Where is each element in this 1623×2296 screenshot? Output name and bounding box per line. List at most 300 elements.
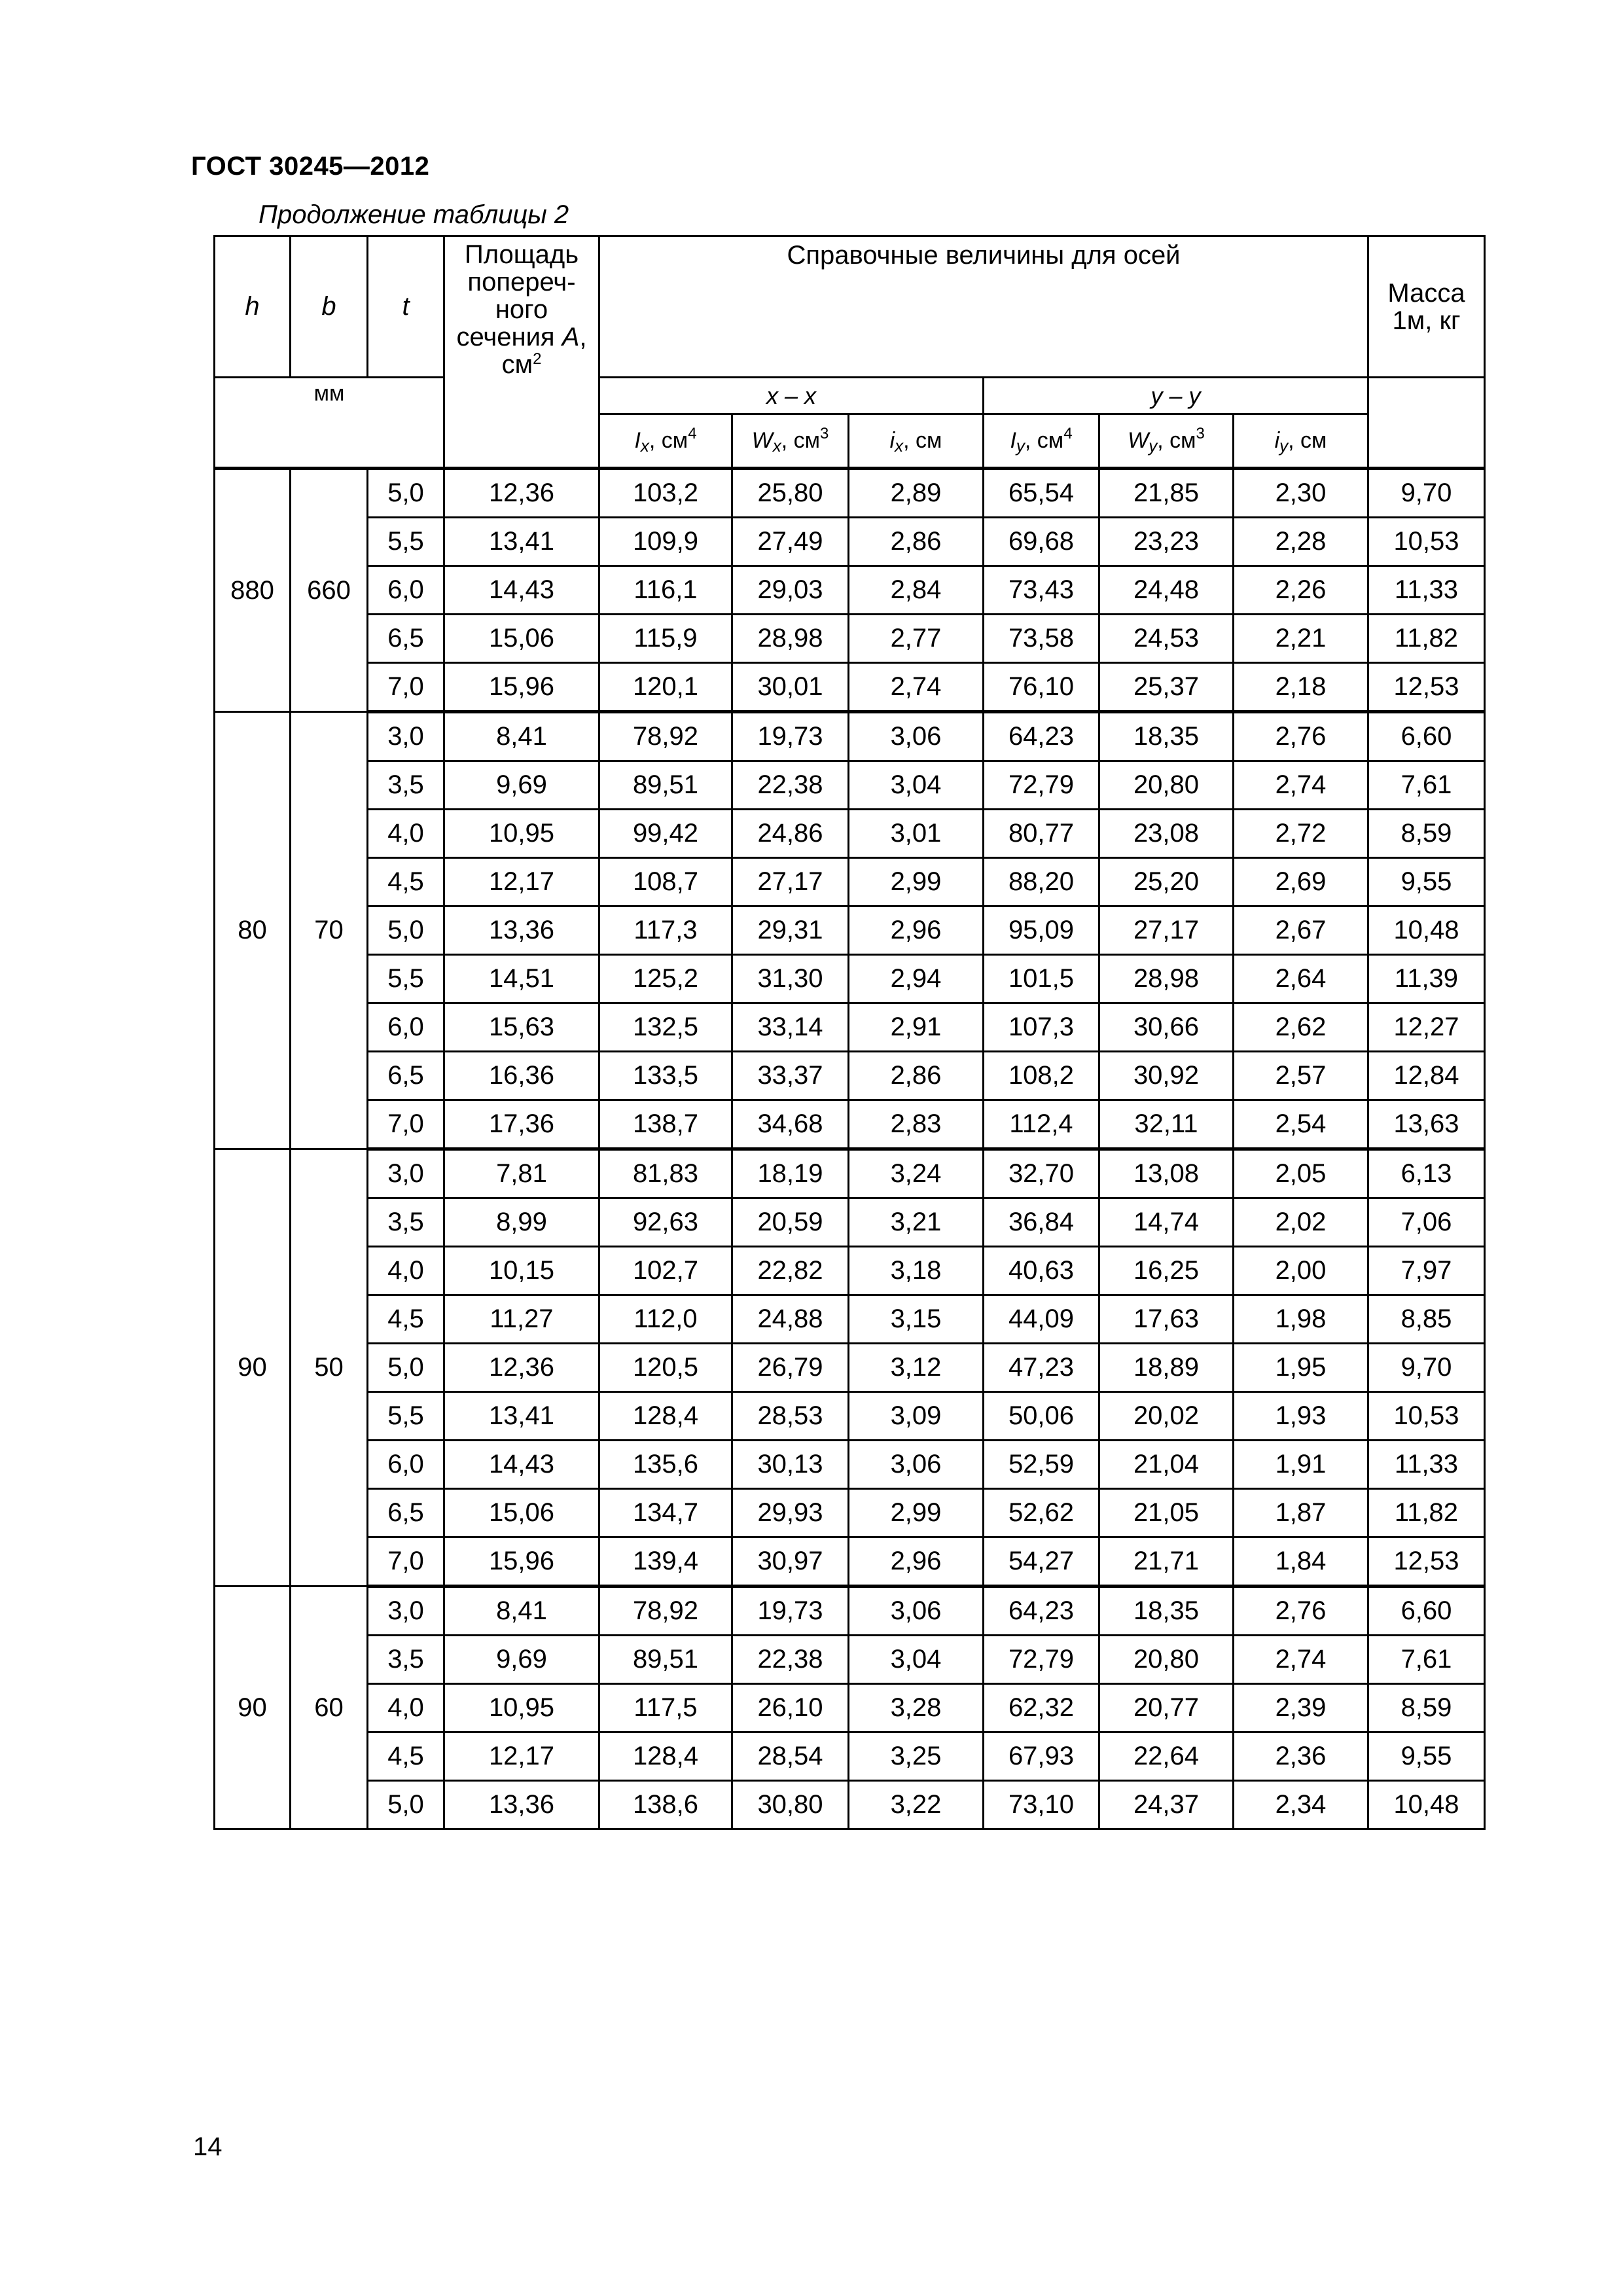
ix-moment-value: 138,7 [599, 1100, 732, 1149]
t-value: 4,5 [368, 1295, 444, 1344]
t-value: 5,0 [368, 906, 444, 955]
iy-moment-value: 101,5 [984, 955, 1099, 1003]
mass-value: 7,06 [1368, 1198, 1485, 1247]
area-value: 8,99 [444, 1198, 599, 1247]
mass-value: 11,33 [1368, 1441, 1485, 1489]
iy-moment-value: 73,58 [984, 615, 1099, 663]
group-h-value: 80 [215, 712, 291, 1149]
ix-radius-value: 3,04 [849, 1636, 984, 1684]
wx-value: 29,93 [732, 1489, 849, 1537]
axis-y-header: y – y [984, 378, 1368, 414]
ix-moment-value: 78,92 [599, 712, 732, 761]
table-row [215, 1149, 1485, 1198]
t-value: 7,0 [368, 1100, 444, 1149]
t-value: 4,5 [368, 858, 444, 906]
iy-moment-value: 112,4 [984, 1100, 1099, 1149]
t-value: 7,0 [368, 663, 444, 712]
wx-value: 22,38 [732, 761, 849, 810]
ix-radius-value: 3,18 [849, 1247, 984, 1295]
col-iy-moment-header: $I_y$, $см^4$ [984, 414, 1099, 469]
iy-radius-value: 2,74 [1234, 761, 1368, 810]
area-unit: см [501, 350, 533, 379]
wx-value: 20,59 [732, 1198, 849, 1247]
mass-value: 11,82 [1368, 615, 1485, 663]
iy-radius-value: 2,72 [1234, 810, 1368, 858]
mass-line-1: Масса [1387, 278, 1465, 308]
iy-radius-value: 1,95 [1234, 1344, 1368, 1392]
wx-value: 24,88 [732, 1295, 849, 1344]
iy-radius-value: 2,54 [1234, 1100, 1368, 1149]
mass-value: 7,61 [1368, 761, 1485, 810]
wy-value: 30,92 [1099, 1052, 1234, 1100]
ix-moment-value: 117,3 [599, 906, 732, 955]
group-h-value: 880 [215, 469, 291, 712]
wy-value: 22,64 [1099, 1732, 1234, 1781]
col-wy-header: $W_y$, $см^3$ [1099, 414, 1234, 469]
area-value: 14,43 [444, 1441, 599, 1489]
iy-moment-value: 47,23 [984, 1344, 1099, 1392]
ix-radius-value: 2,84 [849, 566, 984, 615]
wx-value: 33,14 [732, 1003, 849, 1052]
col-h-header: h [215, 236, 291, 378]
area-value: 12,36 [444, 469, 599, 518]
iy-radius-value: 2,18 [1234, 663, 1368, 712]
iy-radius-value: 2,39 [1234, 1684, 1368, 1732]
area-value: 15,96 [444, 663, 599, 712]
iy-moment-value: 107,3 [984, 1003, 1099, 1052]
wy-value: 18,35 [1099, 712, 1234, 761]
wx-value: 30,97 [732, 1537, 849, 1587]
mass-value: 7,61 [1368, 1636, 1485, 1684]
ix-radius-value: 3,12 [849, 1344, 984, 1392]
iy-moment-value: 62,32 [984, 1684, 1099, 1732]
mass-value: 10,53 [1368, 518, 1485, 566]
t-value: 5,5 [368, 518, 444, 566]
iy-radius-value: 1,93 [1234, 1392, 1368, 1441]
table-row [215, 712, 1485, 761]
ix-moment-value: 138,6 [599, 1781, 732, 1829]
area-value: 12,36 [444, 1344, 599, 1392]
ix-radius-value: 2,96 [849, 906, 984, 955]
iy-moment-value: 64,23 [984, 1587, 1099, 1636]
iy-moment-value: 69,68 [984, 518, 1099, 566]
ix-moment-value: 108,7 [599, 858, 732, 906]
ix-radius-value: 3,21 [849, 1198, 984, 1247]
col-t-header: t [368, 236, 444, 378]
wx-value: 34,68 [732, 1100, 849, 1149]
ix-moment-value: 116,1 [599, 566, 732, 615]
table-row [215, 1100, 1485, 1149]
wx-value: 30,80 [732, 1781, 849, 1829]
iy-radius-value: 2,28 [1234, 518, 1368, 566]
table-row [215, 1392, 1485, 1441]
mass-value: 10,48 [1368, 906, 1485, 955]
iy-moment-value: 67,93 [984, 1732, 1099, 1781]
area-value: 15,06 [444, 1489, 599, 1537]
area-line-3: ного [495, 295, 548, 324]
ix-radius-value: 3,06 [849, 1587, 984, 1636]
mass-value: 8,85 [1368, 1295, 1485, 1344]
ix-moment-value: 102,7 [599, 1247, 732, 1295]
ix-moment-value: 134,7 [599, 1489, 732, 1537]
mass-value: 11,33 [1368, 566, 1485, 615]
t-value: 3,0 [368, 712, 444, 761]
iy-radius-value: 2,62 [1234, 1003, 1368, 1052]
area-value: 13,36 [444, 1781, 599, 1829]
table-row [215, 663, 1485, 712]
wx-value: 28,53 [732, 1392, 849, 1441]
iy-radius-value: 1,87 [1234, 1489, 1368, 1537]
table-row [215, 810, 1485, 858]
wx-value: 19,73 [732, 712, 849, 761]
ix-moment-value: 109,9 [599, 518, 732, 566]
iy-moment-value: 95,09 [984, 906, 1099, 955]
ix-radius-value: 2,91 [849, 1003, 984, 1052]
iy-moment-value: 44,09 [984, 1295, 1099, 1344]
ix-radius-value: 3,01 [849, 810, 984, 858]
wy-value: 27,17 [1099, 906, 1234, 955]
table-caption: Продолжение таблицы 2 [259, 200, 569, 229]
ix-radius-value: 2,86 [849, 518, 984, 566]
mass-value: 13,63 [1368, 1100, 1485, 1149]
area-value: 8,41 [444, 712, 599, 761]
table-row [215, 1781, 1485, 1829]
wx-value: 28,54 [732, 1732, 849, 1781]
iy-radius-value: 2,21 [1234, 615, 1368, 663]
area-value: 11,27 [444, 1295, 599, 1344]
ix-moment-value: 81,83 [599, 1149, 732, 1198]
area-value: 15,96 [444, 1537, 599, 1587]
wx-value: 22,38 [732, 1636, 849, 1684]
t-value: 5,5 [368, 955, 444, 1003]
wx-value: 27,49 [732, 518, 849, 566]
ix-radius-value: 3,06 [849, 712, 984, 761]
col-iy-radius-header: $i_y$, см [1234, 414, 1368, 469]
col-ix-radius-header: $i_x$, см [849, 414, 984, 469]
mass-value: 12,53 [1368, 663, 1485, 712]
table-row [215, 858, 1485, 906]
iy-radius-value: 2,00 [1234, 1247, 1368, 1295]
ix-moment-value: 99,42 [599, 810, 732, 858]
ix-radius-value: 3,22 [849, 1781, 984, 1829]
group-b-value: 660 [291, 469, 368, 712]
area-value: 14,51 [444, 955, 599, 1003]
ix-radius-value: 2,77 [849, 615, 984, 663]
iy-moment-value: 76,10 [984, 663, 1099, 712]
table-row [215, 1636, 1485, 1684]
ix-radius-value: 2,89 [849, 469, 984, 518]
t-value: 4,0 [368, 1684, 444, 1732]
group-h-value: 90 [215, 1587, 291, 1829]
col-ix-moment-header: $I_x$, $см^4$ [599, 414, 732, 469]
wy-value: 20,80 [1099, 761, 1234, 810]
area-value: 15,06 [444, 615, 599, 663]
iy-radius-value: 2,34 [1234, 1781, 1368, 1829]
ix-moment-value: 103,2 [599, 469, 732, 518]
mass-line-2: 1м, кг [1392, 306, 1461, 335]
ref-values-header: Справочные величины для осей [599, 236, 1368, 378]
wy-value: 21,85 [1099, 469, 1234, 518]
wx-value: 27,17 [732, 858, 849, 906]
iy-moment-value: 73,10 [984, 1781, 1099, 1829]
document-header: ГОСТ 30245—2012 [191, 152, 430, 181]
wy-value: 21,71 [1099, 1537, 1234, 1587]
mass-value: 8,59 [1368, 810, 1485, 858]
wx-value: 30,13 [732, 1441, 849, 1489]
area-line-2: попереч- [467, 268, 576, 296]
ix-radius-value: 3,04 [849, 761, 984, 810]
t-value: 6,5 [368, 1052, 444, 1100]
ix-radius-value: 3,15 [849, 1295, 984, 1344]
area-symbol: А [562, 323, 580, 351]
mass-value: 12,53 [1368, 1537, 1485, 1587]
iy-radius-value: 2,05 [1234, 1149, 1368, 1198]
wy-value: 32,11 [1099, 1100, 1234, 1149]
ix-moment-value: 120,1 [599, 663, 732, 712]
ix-radius-value: 3,28 [849, 1684, 984, 1732]
iy-radius-value: 2,26 [1234, 566, 1368, 615]
iy-moment-value: 72,79 [984, 761, 1099, 810]
ix-radius-value: 2,74 [849, 663, 984, 712]
ix-radius-value: 3,24 [849, 1149, 984, 1198]
ix-radius-value: 3,09 [849, 1392, 984, 1441]
ix-radius-value: 3,25 [849, 1732, 984, 1781]
table-row [215, 1295, 1485, 1344]
table-row [215, 1441, 1485, 1489]
area-unit-exp: 2 [533, 350, 542, 368]
t-value: 5,5 [368, 1392, 444, 1441]
wx-value: 33,37 [732, 1052, 849, 1100]
mass-value: 11,39 [1368, 955, 1485, 1003]
table-row [215, 1587, 1485, 1636]
area-value: 10,95 [444, 810, 599, 858]
area-value: 9,69 [444, 1636, 599, 1684]
table-body [215, 469, 1485, 1829]
mass-value: 6,60 [1368, 712, 1485, 761]
group-b-value: 70 [291, 712, 368, 1149]
ix-moment-value: 89,51 [599, 761, 732, 810]
iy-radius-value: 1,98 [1234, 1295, 1368, 1344]
area-value: 10,15 [444, 1247, 599, 1295]
mass-value: 12,84 [1368, 1052, 1485, 1100]
iy-moment-value: 52,62 [984, 1489, 1099, 1537]
group-h-value: 90 [215, 1149, 291, 1587]
t-value: 5,0 [368, 1781, 444, 1829]
table-row [215, 1052, 1485, 1100]
t-value: 6,5 [368, 615, 444, 663]
ix-moment-value: 133,5 [599, 1052, 732, 1100]
wy-value: 30,66 [1099, 1003, 1234, 1052]
mass-value: 6,13 [1368, 1149, 1485, 1198]
t-value: 5,0 [368, 469, 444, 518]
mass-value: 12,27 [1368, 1003, 1485, 1052]
area-line-4: сечения [456, 323, 555, 351]
wy-value: 13,08 [1099, 1149, 1234, 1198]
iy-radius-value: 2,36 [1234, 1732, 1368, 1781]
wy-value: 18,89 [1099, 1344, 1234, 1392]
t-value: 3,5 [368, 1636, 444, 1684]
iy-radius-value: 2,64 [1234, 955, 1368, 1003]
ix-moment-value: 112,0 [599, 1295, 732, 1344]
wy-value: 20,80 [1099, 1636, 1234, 1684]
t-value: 3,5 [368, 1198, 444, 1247]
wy-value: 17,63 [1099, 1295, 1234, 1344]
iy-moment-value: 32,70 [984, 1149, 1099, 1198]
mass-value: 9,55 [1368, 1732, 1485, 1781]
ix-moment-value: 128,4 [599, 1732, 732, 1781]
area-value: 13,41 [444, 1392, 599, 1441]
wy-value: 21,05 [1099, 1489, 1234, 1537]
mass-value: 7,97 [1368, 1247, 1485, 1295]
ix-moment-value: 117,5 [599, 1684, 732, 1732]
wy-value: 24,48 [1099, 566, 1234, 615]
table-row [215, 1732, 1485, 1781]
ix-moment-value: 78,92 [599, 1587, 732, 1636]
units-header: мм [215, 378, 444, 469]
wy-value: 24,37 [1099, 1781, 1234, 1829]
iy-moment-value: 88,20 [984, 858, 1099, 906]
iy-moment-value: 52,59 [984, 1441, 1099, 1489]
area-value: 13,41 [444, 518, 599, 566]
ix-radius-value: 2,86 [849, 1052, 984, 1100]
wy-value: 25,37 [1099, 663, 1234, 712]
wx-value: 26,10 [732, 1684, 849, 1732]
wx-value: 19,73 [732, 1587, 849, 1636]
area-value: 8,41 [444, 1587, 599, 1636]
iy-moment-value: 72,79 [984, 1636, 1099, 1684]
wy-value: 16,25 [1099, 1247, 1234, 1295]
ix-radius-value: 2,96 [849, 1537, 984, 1587]
ix-moment-value: 132,5 [599, 1003, 732, 1052]
iy-radius-value: 1,84 [1234, 1537, 1368, 1587]
axis-x-header: x – x [599, 378, 984, 414]
t-value: 6,5 [368, 1489, 444, 1537]
wx-value: 24,86 [732, 810, 849, 858]
t-value: 6,0 [368, 1441, 444, 1489]
wx-value: 30,01 [732, 663, 849, 712]
ix-radius-value: 2,99 [849, 1489, 984, 1537]
group-b-value: 60 [291, 1587, 368, 1829]
area-value: 13,36 [444, 906, 599, 955]
page-number: 14 [193, 2132, 223, 2161]
iy-moment-value: 73,43 [984, 566, 1099, 615]
wx-value: 29,31 [732, 906, 849, 955]
table-row [215, 761, 1485, 810]
wx-value: 28,98 [732, 615, 849, 663]
ix-moment-value: 125,2 [599, 955, 732, 1003]
mass-value: 6,60 [1368, 1587, 1485, 1636]
col-area-header: Площадь попереч- ного сечения А, $см^2$ [444, 236, 599, 469]
wy-value: 23,23 [1099, 518, 1234, 566]
mass-value: 10,48 [1368, 1781, 1485, 1829]
table-row [215, 1247, 1485, 1295]
iy-moment-value: 54,27 [984, 1537, 1099, 1587]
ix-moment-value: 139,4 [599, 1537, 732, 1587]
area-value: 9,69 [444, 761, 599, 810]
ix-moment-value: 128,4 [599, 1392, 732, 1441]
iy-radius-value: 2,57 [1234, 1052, 1368, 1100]
wy-value: 23,08 [1099, 810, 1234, 858]
ix-moment-value: 120,5 [599, 1344, 732, 1392]
area-value: 14,43 [444, 566, 599, 615]
iy-radius-value: 2,67 [1234, 906, 1368, 955]
area-value: 12,17 [444, 1732, 599, 1781]
col-b-header: b [291, 236, 368, 378]
col-wx-header: $W_x$, $см^3$ [732, 414, 849, 469]
iy-radius-value: 1,91 [1234, 1441, 1368, 1489]
t-value: 6,0 [368, 1003, 444, 1052]
mass-value: 9,70 [1368, 469, 1485, 518]
iy-moment-value: 65,54 [984, 469, 1099, 518]
area-value: 16,36 [444, 1052, 599, 1100]
mass-value: 10,53 [1368, 1392, 1485, 1441]
wy-value: 21,04 [1099, 1441, 1234, 1489]
t-value: 4,0 [368, 1247, 444, 1295]
wy-value: 14,74 [1099, 1198, 1234, 1247]
wx-value: 18,19 [732, 1149, 849, 1198]
t-value: 3,0 [368, 1587, 444, 1636]
group-b-value: 50 [291, 1149, 368, 1587]
table-row [215, 1344, 1485, 1392]
iy-radius-value: 2,76 [1234, 712, 1368, 761]
t-value: 3,5 [368, 761, 444, 810]
table-row [215, 1684, 1485, 1732]
ix-moment-value: 135,6 [599, 1441, 732, 1489]
mass-value: 9,55 [1368, 858, 1485, 906]
wy-value: 20,77 [1099, 1684, 1234, 1732]
table-row [215, 955, 1485, 1003]
table-row [215, 615, 1485, 663]
area-line-1: Площадь [464, 240, 579, 269]
t-value: 5,0 [368, 1344, 444, 1392]
iy-moment-value: 108,2 [984, 1052, 1099, 1100]
iy-moment-value: 50,06 [984, 1392, 1099, 1441]
ix-radius-value: 3,06 [849, 1441, 984, 1489]
ix-moment-value: 115,9 [599, 615, 732, 663]
wy-value: 24,53 [1099, 615, 1234, 663]
table-row [215, 906, 1485, 955]
data-table [213, 235, 1486, 1830]
wy-value: 25,20 [1099, 858, 1234, 906]
area-value: 12,17 [444, 858, 599, 906]
mass-value: 9,70 [1368, 1344, 1485, 1392]
table-row [215, 1489, 1485, 1537]
t-value: 6,0 [368, 566, 444, 615]
iy-moment-value: 80,77 [984, 810, 1099, 858]
wx-value: 22,82 [732, 1247, 849, 1295]
iy-moment-value: 64,23 [984, 712, 1099, 761]
t-value: 3,0 [368, 1149, 444, 1198]
mass-header-empty [1368, 378, 1485, 469]
t-value: 4,0 [368, 810, 444, 858]
table-row [215, 518, 1485, 566]
area-value: 17,36 [444, 1100, 599, 1149]
area-value: 7,81 [444, 1149, 599, 1198]
mass-header [1368, 236, 1485, 378]
ix-moment-value: 89,51 [599, 1636, 732, 1684]
wx-value: 26,79 [732, 1344, 849, 1392]
iy-radius-value: 2,30 [1234, 469, 1368, 518]
t-value: 4,5 [368, 1732, 444, 1781]
iy-radius-value: 2,02 [1234, 1198, 1368, 1247]
iy-radius-value: 2,76 [1234, 1587, 1368, 1636]
table-row [215, 1537, 1485, 1587]
mass-value: 8,59 [1368, 1684, 1485, 1732]
area-value: 10,95 [444, 1684, 599, 1732]
wy-value: 28,98 [1099, 955, 1234, 1003]
wx-value: 25,80 [732, 469, 849, 518]
table-row [215, 1198, 1485, 1247]
